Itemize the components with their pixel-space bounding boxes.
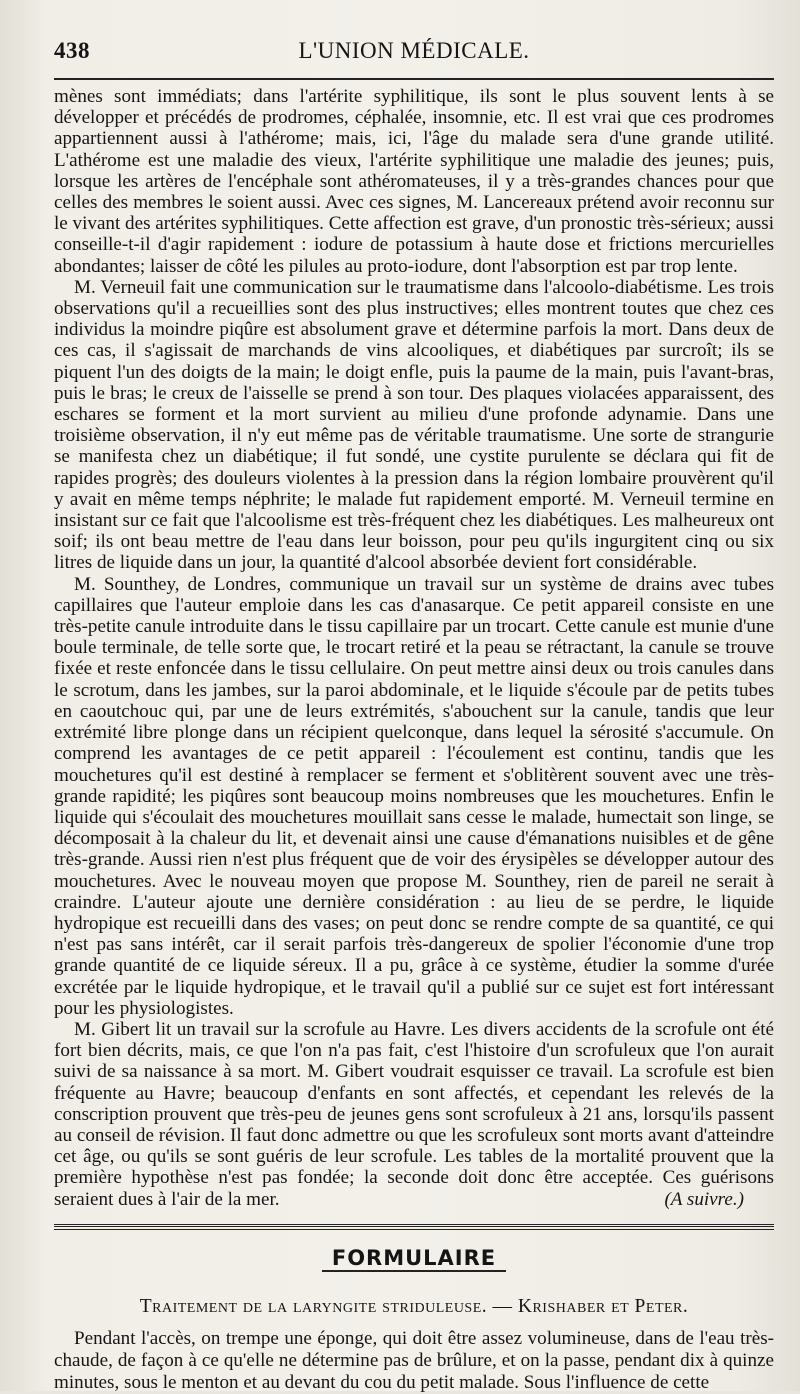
recipe-title: Traitement de la laryngite striduleuse. — Krishaber et Peter. <box>139 1295 689 1317</box>
paragraph-gibert-text: M. Gibert lit un travail sur la scrofule au Havre. Les divers accidents de la scrofule ont été fort bien décrits, mais, ce que l'on n'a pas fait, c'est l'histoire d'un scrofuleux que l'on aurait suivi de sa naissance à sa mort. M. Gibert voudrait esquisser ce travail. La scrofule est bien fréquente au Havre; beaucoup d'enfants en sont affectés, et cependant les relevés de la conscription prouvent que très-peu de jeunes gens sont scrofuleux à 21 ans, lorsqu'ils passent au conseil de révision. Il faut donc admettre ou que les scrofuleux sont morts avant d'atteindre cet âge, ou qu'ils se sont guéris de leur scrofule. Les tables de la mortalité prouvent que la première hypothèse n'est pas fondée; la seconde doit donc être acceptée. Ces guérisons seraient dues à l'air de la mer. <box>54 1018 774 1210</box>
running-title: L'UNION MÉDICALE. <box>298 38 530 63</box>
formulaire-heading <box>54 1246 774 1272</box>
paragraph-sounthey: M. Sounthey, de Londres, communique un travail sur un système de drains avec tubes capillaires que l'auteur emploie dans les cas d'anasarque. Ce petit appareil consiste en une très-petite canule introduite dans le tissu capillaire par un trocart. Cette canule est munie d'une boule terminale, de telle sorte que, le trocart retiré et la peau se rétractant, la canule se trouve fixée et reste enfoncée dans le tissu cellulaire. On peut mettre ainsi deux ou trois canules dans le scrotum, dans les jambes, sur la paroi abdominale, et le liquide s'écoule par de petits tubes en caoutchouc qui, par une de leurs extrémités, s'abouchent sur la canule, tandis que leur extrémité libre plonge dans un récipient quelconque, dans lequel la sérosité s'accumule. On comprend les avantages de ce petit appareil : l'écoulement est continu, tandis que les mouchetures qu'il est destiné à remplacer se ferment et s'oblitèrent souvent avec une très-grande rapidité; les piqûres sont beaucoup moins nombreuses que les mouchetures. Enfin le liquide qui s'écoulait des mouchetures mouillait sans cesse le malade, humectait son linge, se décomposait à la chaleur du lit, et devenait ainsi une cause d'émanations nuisibles et de gêne très-grande. Aussi rien n'est plus fréquent que de voir des érysipèles se développer autour des mouchetures. Avec le nouveau moyen que propose M. Sounthey, rien de pareil ne serait à craindre. L'auteur ajoute une dernière considération : au lieu de se perdre, le liquide hydropique est recueilli dans des vases; on peut donc se rendre compte de sa quantité, ce qui n'est pas sans intérêt, car il serait parfois très-dangereux de spolier l'économie d'une trop grande quantité de ce liquide séreux. Il a pu, grâce à ce système, étudier la somme d'urée excrétée par le liquide hydropique, et le travail qu'il a publié sur ce sujet est fort intéressant pour les physiologistes. <box>54 573 774 1019</box>
paragraph-arterite: mènes sont immédiats; dans l'artérite syphilitique, ils sont le plus souvent lents à se développer et précédés de prodromes, céphalée, insomnie, etc. Il est vrai que ces prodromes appartiennent aussi à l'athérome; mais, ici, l'âge du malade sera d'une grande utilité. L'athérome est une maladie des vieux, l'artérite syphilitique une maladie des jeunes; puis, lorsque les artères de l'encéphale sont athéromateuses, il y a très-grandes chances pour que celles des membres le soient aussi. Avec ces signes, M. Lancereaux prétend avoir reconnu sur le vivant des artérites syphilitiques. Cette affection est grave, d'un pronostic très-sérieux; aussi conseille-t-il d'agir rapidement : iodure de potassium à haute dose et frictions mercurielles abondantes; laisser de côté les pilules au proto-iodure, dont l'absorption est par trop lente. <box>54 86 774 277</box>
paragraph-verneuil: M. Verneuil fait une communication sur le traumatisme dans l'alcoolo-diabétisme. Les trois observations qu'il a recueillies sont des plus instructives; elles montrent toutes que chez ces individus la moindre piqûre est absolument grave et détermine parfois la mort. Dans deux de ces cas, il s'agissait de marchands de vins alcooliques, et diabétiques par surcroît; ils se piquent l'un des doigts de la main; le doigt enfle, puis la paume de la main, puis l'avant-bras, puis le bras; le creux de l'aisselle se prend à son tour. Des plaques violacées apparaissent, des eschares se forment et la mort survient au milieu d'une profonde adynamie. Dans une troisième observation, il n'y eut même pas de véritable traumatisme. Une sorte de strangurie se manifesta chez un diabétique; il fut sondé, une cystite purulente se déclara qui fit de rapides progrès; des douleurs violentes à la pression dans la région lombaire prouvèrent qu'il y avait en même temps néphrite; le malade fut rapidement emporté. M. Verneuil termine en insistant sur ce fait que l'alcoolisme est très-fréquent chez les diabétiques. Les malheureux ont soif; ils ont beau mettre de l'eau dans leur boisson, pour peu qu'ils ingurgitent cinq ou six litres de liquide dans un jour, la quantité d'alcool absorbée devient fort considérable. <box>54 276 774 574</box>
recipe-paragraph: Pendant l'accès, on trempe une éponge, qui doit être assez volumineuse, dans de l'eau très-chaude, de façon à ce qu'elle ne détermine pas de brûlure, et on la passe, pendant dix à quinze minutes, sous le menton et au devant du cou du petit malade. Sous l'influence de cette <box>54 1327 774 1393</box>
section-divider <box>54 1224 774 1230</box>
to-be-continued: (A suivre.) <box>664 1188 744 1210</box>
header-rule <box>54 78 774 80</box>
page-header <box>54 30 774 70</box>
paragraph-gibert <box>54 1019 774 1210</box>
formulaire-heading-text: FORMULAIRE <box>322 1246 506 1272</box>
recipe-body <box>54 1328 774 1394</box>
page-number: 438 <box>54 38 90 63</box>
article-body <box>54 86 774 1210</box>
